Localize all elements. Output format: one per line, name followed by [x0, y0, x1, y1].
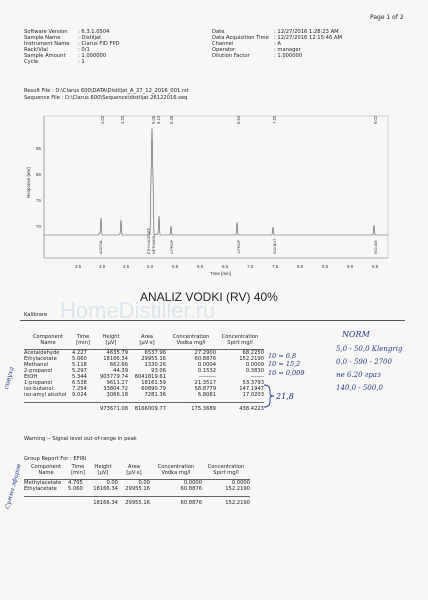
cell-time: 4.227	[72, 350, 87, 356]
column-header: Height [µV]	[102, 334, 120, 346]
x-tick-label: 5.5	[172, 264, 179, 269]
info-value: : 1.000000	[274, 53, 303, 59]
x-tick-group	[75, 264, 379, 269]
cell-conc-spirt: 147.1947	[239, 386, 264, 392]
cell-name: iso-amyl alcohol	[24, 392, 67, 398]
y-axis-label: Response [mV]	[26, 167, 31, 198]
total-area: 29955.16	[125, 500, 150, 506]
x-tick-label: 7.0	[247, 264, 254, 269]
cell-conc-vodka: 27.2900	[194, 350, 216, 356]
cell-area: 1330.26	[144, 362, 166, 368]
total-area: 8166009.77	[134, 406, 166, 412]
x-tick-label: 9.0	[347, 264, 354, 269]
y-tick-label: 85	[36, 146, 42, 151]
cell-conc-spirt: 152.2190	[225, 486, 250, 492]
x-tick-label: 7.5	[272, 264, 279, 269]
x-tick-label: 4.0	[99, 264, 106, 269]
info-right-block	[212, 29, 342, 59]
handwritten-norm-line: не 6.20 граз	[336, 371, 381, 379]
cell-name: iso-butanol	[24, 386, 53, 392]
section-label: Kalibrare	[24, 312, 48, 318]
x-tick-label: 6.5	[222, 264, 229, 269]
cell-height: 0.00	[106, 480, 118, 486]
cell-name: EtOH	[24, 374, 38, 380]
info-value: : 6.3.1.0504	[78, 29, 110, 35]
cell-height: 9611.27	[106, 380, 128, 386]
group-report-table	[24, 464, 250, 506]
cell-conc-vodka: 60.8876	[180, 486, 202, 492]
warning-text: Warning -- Signal level out-of-range in peak	[24, 436, 137, 442]
signal-trace	[44, 128, 388, 235]
cell-conc-vodka: 6.8081	[197, 392, 216, 398]
info-label: Software Version	[24, 29, 68, 35]
cell-area: 6537.96	[144, 350, 166, 356]
cell-conc-vodka: 58.8779	[194, 386, 216, 392]
table-header-row	[24, 334, 264, 346]
table-header-row	[24, 464, 250, 476]
cell-conc-spirt: 152.2190	[239, 356, 264, 362]
cell-time: 5.060	[72, 356, 87, 362]
results-table	[24, 334, 264, 412]
peak-time-label: 5.12	[156, 115, 161, 124]
x-tick-label: 6.0	[197, 264, 204, 269]
info-value: : 12/27/2016 12:15:46 AM	[274, 35, 342, 41]
total-conc-vodka: 175.3689	[191, 406, 216, 412]
handwritten-brace	[262, 383, 276, 409]
total-conc-spirt: 152.2190	[225, 500, 250, 506]
info-label: Sample Amount	[24, 53, 66, 59]
column-header: Concentration Spirt mg/l	[207, 464, 245, 476]
cell-conc-vodka: 21.3517	[194, 380, 216, 386]
cell-name: Acetaldehyde	[24, 350, 60, 356]
column-header: Concentration Spirt mg/l	[221, 334, 259, 346]
column-header: Component Name	[32, 334, 64, 346]
cell-time: 9.024	[72, 392, 87, 398]
y-tick-label: 70	[36, 224, 42, 229]
info-value: : 1.000000	[78, 53, 107, 59]
handwritten-norm-title: NORM	[342, 330, 370, 339]
column-header: Time [min]	[76, 334, 90, 346]
info-value: : 1	[78, 59, 85, 65]
table-total-row	[24, 497, 250, 507]
cell-conc-vodka: 0.0000	[183, 480, 202, 486]
result-file: Result File : D:\Clarus 600\DATA\Distiljat_A_27_12_2016_001.rst	[24, 88, 189, 94]
cell-height: 18166.34	[103, 356, 128, 362]
x-tick-label: 8.5	[322, 264, 329, 269]
x-tick-label: 5.0	[147, 264, 154, 269]
cell-time: 5.297	[72, 368, 87, 374]
cell-height: 3066.18	[106, 392, 128, 398]
info-value: : Distiljat	[78, 35, 102, 41]
column-header: Height [µV]	[94, 464, 112, 476]
cell-conc-spirt: 17.0203	[242, 392, 264, 398]
peak-time-label: 5.06	[151, 115, 156, 124]
info-label: Sample Name	[24, 35, 61, 41]
cell-height: 44.39	[113, 368, 128, 374]
cell-area: 8041819.61	[134, 374, 166, 380]
cell-name: Methanol	[24, 362, 49, 368]
y-tick-label: 80	[36, 172, 42, 177]
y-tick-label: 75	[36, 198, 42, 203]
handwritten-norm-line: 140,0 - 500,0	[336, 384, 383, 392]
compound-label: ISO-AM	[374, 240, 378, 254]
handwritten-note: 10 = 0,009	[268, 369, 305, 377]
cell-conc-vodka: 0.0004	[197, 362, 216, 368]
total-height: 18166.34	[93, 500, 118, 506]
cell-area: 29955.16	[141, 356, 166, 362]
handwritten-side-note: сивуха	[2, 365, 16, 391]
column-header: Concentration Vodka mg/l	[157, 464, 195, 476]
cell-height: 903779.74	[99, 374, 128, 380]
total-height: 973671.08	[99, 406, 128, 412]
compound-label: METHANOL	[152, 235, 156, 254]
info-left-block	[24, 29, 120, 65]
cell-time: 6.538	[72, 380, 87, 386]
handwritten-side-note: Сумма эфиров	[4, 463, 23, 510]
cell-time: 5.344	[72, 374, 87, 380]
cell-name: 1-propanol	[24, 380, 53, 386]
cell-height: 4635.79	[106, 350, 128, 356]
info-value: : manager	[274, 47, 301, 53]
cell-conc-spirt: -------	[250, 374, 264, 380]
handwritten-note: 10 = 6,8	[268, 352, 297, 360]
info-label: Data Acquisition Time	[212, 35, 269, 41]
column-header: Time [min]	[71, 464, 85, 476]
cell-area: 93.06	[151, 368, 166, 374]
cell-name: Ethylacetate	[24, 486, 57, 492]
info-label: Dilution Factor	[212, 53, 250, 59]
report-title: ANALIZ VODKI (RV) 40%	[140, 290, 278, 304]
peak-time-label: 9.02	[373, 115, 378, 124]
column-header: Area [µV·s]	[126, 464, 142, 476]
cell-name: Methylacetate	[24, 480, 62, 486]
cell-time: 7.254	[72, 386, 87, 392]
info-label: Rack/Vial	[24, 47, 48, 53]
cell-conc-vodka: 0.1532	[197, 368, 216, 374]
column-header: Area [µV·s]	[139, 334, 155, 346]
info-label: Date	[212, 29, 225, 35]
cell-area: 18161.59	[141, 380, 166, 386]
x-tick-label: 3.5	[75, 264, 82, 269]
sequence-file: Sequence File : D:\Clarus 600\Sequence\distiljat 26122016.seq	[24, 95, 188, 101]
info-value: : A	[274, 41, 281, 47]
peak-time-label: 4.02	[100, 115, 105, 124]
cell-height: 662.66	[109, 362, 128, 368]
cell-area: 29955.16	[125, 486, 150, 492]
cell-time: 5.118	[72, 362, 87, 368]
cell-height: 33804.72	[103, 386, 128, 392]
info-label: Instrument Name	[24, 41, 70, 47]
divider	[20, 320, 405, 321]
info-label: Operator	[212, 47, 236, 53]
x-axis-label: Time [min]	[210, 271, 231, 276]
cell-area: 0.00	[138, 480, 150, 486]
page-number: Page 1 of 2	[370, 14, 404, 21]
group-report-title: Group Report For : EFIRI	[24, 456, 87, 462]
cell-conc-spirt: 0.0000	[231, 480, 250, 486]
peak-time-label: 5.29	[169, 115, 174, 124]
total-conc-vodka: 60.8876	[180, 500, 202, 506]
info-label: Channel	[212, 41, 234, 47]
compound-label: 2-PROP	[170, 239, 174, 254]
cell-name: 2-propanol	[24, 368, 53, 374]
info-label: Cycle	[24, 59, 39, 65]
cell-conc-spirt: 0.3830	[245, 368, 264, 374]
cell-area: 7281.36	[144, 392, 166, 398]
cell-height: 18166.34	[93, 486, 118, 492]
column-header: Component Name	[30, 464, 62, 476]
cell-area: 60890.79	[141, 386, 166, 392]
compound-label: ACETAL	[99, 239, 103, 254]
compound-label: 1-PROP	[237, 239, 241, 254]
x-tick-label: 9.5	[372, 264, 379, 269]
total-conc-spirt: 438.4223	[239, 406, 264, 412]
info-value: : Clarus FID FPD	[78, 41, 120, 47]
column-header: Concentration Vodka mg/l	[172, 334, 210, 346]
cell-conc-spirt: 53.3793	[242, 380, 264, 386]
table-total-row	[24, 403, 264, 413]
cell-conc-vodka: 60.8876	[194, 356, 216, 362]
peak-time-label: 4.23	[120, 115, 125, 124]
x-tick-label: 4.5	[123, 264, 130, 269]
peak-time-label: 7.25	[272, 115, 277, 124]
info-value: : 12/27/2016 1:28:23 AM	[274, 29, 339, 35]
cell-conc-spirt: 0.0009	[245, 362, 264, 368]
cell-name: Ethylacetate	[24, 356, 57, 362]
cell-time: 4.705	[68, 480, 83, 486]
handwritten-note: 21,8	[276, 392, 294, 401]
cell-time: 5.060	[68, 486, 83, 492]
compound-label: ETHYLACETATE	[147, 227, 151, 254]
cell-conc-spirt: 68.2250	[242, 350, 264, 356]
handwritten-note: 10 = 15,2	[268, 360, 301, 368]
x-tick-label: 8.0	[297, 264, 304, 269]
handwritten-norm-line: 5,0 - 50,0 Klengrig	[336, 345, 403, 353]
compound-label: ISO-BUT	[273, 238, 277, 254]
info-value: : 0/1	[78, 47, 90, 53]
cell-conc-vodka: ---------	[199, 374, 216, 380]
watermark: HomeDistiller.ru	[60, 298, 216, 323]
peak-time-label: 6.54	[236, 115, 241, 124]
chromatogram	[0, 108, 428, 283]
handwritten-norm-line: 0,0 - 590 - 2700	[336, 358, 392, 366]
